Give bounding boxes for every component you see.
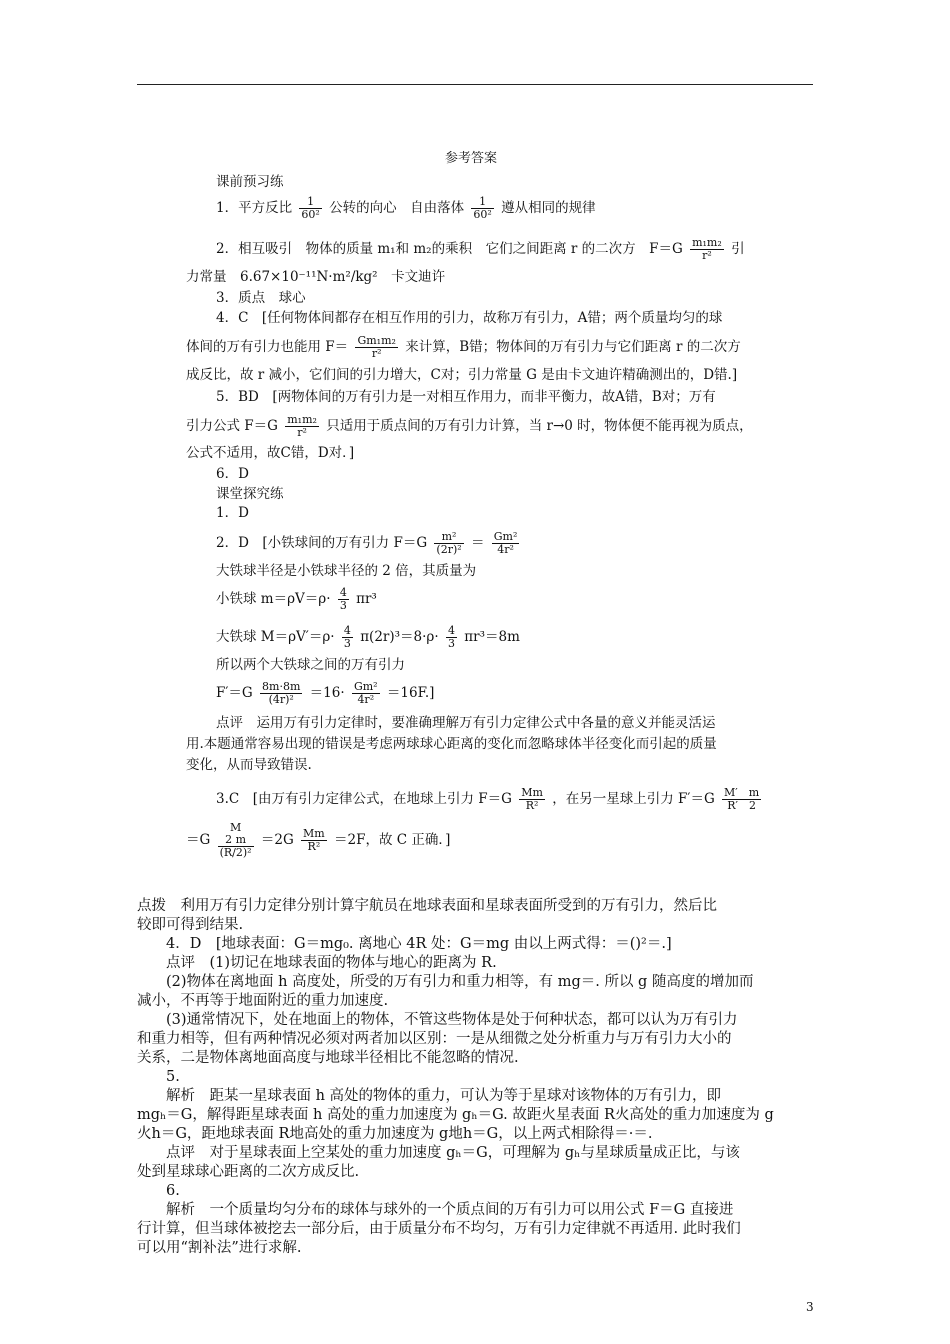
fraction: $\frac{1}{\text{60²}}$ — [301, 195, 320, 221]
answer-line-19 — [216, 681, 434, 706]
header-rule — [137, 84, 813, 85]
answer-line-33: 关系，二是物体离地面高度与地球半径相比不能忽略的情况. — [137, 1050, 519, 1066]
answer-text: 大铁球 M＝ρV′＝ρ· — [216, 629, 335, 645]
answer-line-1 — [216, 196, 596, 221]
answer-text: ＝16F.] — [386, 685, 435, 701]
answer-line-6 — [186, 335, 741, 360]
answer-line-21: 用.本题通常容易出现的错误是考虑两球球心距离的变化而忽略球体半径变化而引起的质量 — [186, 736, 717, 752]
fraction: $\frac{\text{Gm₁m₂}}{\text{r²}}$ — [357, 334, 396, 360]
answer-line-5: 4．C [任何物体间都存在相互作用的引力，故称万有引力，A错；两个质量均匀的球 — [216, 310, 723, 326]
answer-line-41: 解析 一个质量均匀分布的球体与球外的一个质点间的万有引力可以用公式 F＝G 直接进 — [166, 1202, 734, 1218]
answer-text: ，在另一星球上引力 F′＝G — [552, 791, 715, 807]
answer-line-13: 1．D — [216, 505, 249, 521]
answer-text: ＝G — [186, 832, 211, 848]
answer-text: πr³ — [356, 591, 377, 607]
answer-text: 2．相互吸引 物体的质量 m₁和 m₂的乘积 它们之间距离 r 的二次方 F＝G — [216, 241, 683, 257]
answer-text: 1．平方反比 — [216, 200, 293, 216]
fraction: M 2 m (R/2)² — [219, 821, 252, 859]
answer-line-11: 6．D — [216, 466, 249, 482]
page-number: 3 — [806, 1300, 814, 1314]
answer-line-7: 成反比，故 r 减小，它们间的引力增大，C对；引力常量 G 是由卡文迪许精确测出的，D错.] — [186, 367, 738, 383]
fraction: $\frac{M' m}{R' 2}$ — [724, 786, 760, 812]
answer-line-35: 解析 距某一星球表面 h 高处的物体的重力，可认为等于星球对该物体的万有引力，即 — [166, 1088, 722, 1104]
answer-line-10: 公式不适用，故C错，D对．] — [186, 445, 355, 461]
answer-line-23 — [216, 787, 764, 812]
answer-text: 公转的向心 自由落体 — [329, 200, 465, 216]
answer-text: 3.C [由万有引力定律公式，在地球上引力 F＝G — [216, 791, 512, 807]
answer-text: 引力公式 F＝G — [186, 418, 278, 434]
answer-text: π(2r)³＝8·ρ· — [360, 629, 439, 645]
answer-text: ＝16· — [309, 685, 345, 701]
page-title: 参考答案 — [445, 151, 498, 166]
fraction: $\frac{\text{m₁m₂}}{\text{r²}}$ — [692, 236, 722, 262]
answer-text: ＝2F，故 C 正确．] — [334, 832, 451, 848]
answer-line-24 — [186, 822, 450, 859]
answer-line-20: 点评 运用万有引力定律时，要准确理解万有引力定律公式中各量的意义并能灵活运 — [216, 715, 716, 731]
answer-line-2 — [216, 237, 745, 262]
answer-text: 只适用于质点间的万有引力计算，当 r→0 时，物体便不能再视为质点， — [326, 418, 753, 434]
answer-line-9 — [186, 414, 753, 439]
answer-text: 体间的万有引力也能用 F＝ — [186, 339, 349, 355]
answer-line-16 — [216, 587, 377, 612]
answer-line-8: 5．BD [两物体间的万有引力是一对相互作用力，而非平衡力，故A错，B对；万有 — [216, 389, 716, 405]
answer-line-18: 所以两个大铁球之间的万有引力 — [216, 657, 405, 673]
answer-line-42: 行计算，但当球体被挖去一部分后，由于质量分布不均匀，万有引力定律就不再适用. 此时我们 — [137, 1221, 741, 1237]
answer-line-31: (3)通常情况下，处在地面上的物体，不管这些物体是处于何种状态，都可以认为万有引力 — [166, 1012, 738, 1028]
answer-line-30: 减小，不再等于地面附近的重力加速度. — [137, 993, 389, 1009]
section-heading-in-class: 课堂探究练 — [216, 486, 284, 502]
answer-line-39: 处到星球球心距离的二次方成反比. — [137, 1164, 360, 1180]
answer-line-37: 火h＝G，距地球表面 R地高处的重力加速度为 g地h＝G，以上两式相除得＝·＝. — [137, 1126, 653, 1142]
fraction: $\frac{\text{m₁m₂}}{\text{r²}}$ — [287, 413, 317, 439]
answer-line-36: mgₕ＝G，解得距星球表面 h 高处的重力加速度为 gₕ＝G. 故距火星表面 R火高处的重力加速度为 g — [137, 1107, 774, 1123]
answer-line-40: 6. — [166, 1183, 180, 1199]
answer-line-4: 3．质点 球心 — [216, 290, 306, 306]
answer-line-29: (2)物体在离地面 h 高度处，所受的万有引力和重力相等，有 mg＝. 所以 g 随高度的增加而 — [166, 974, 754, 990]
fraction: $\frac{\text{m²}}{\text{(2r)²}}$ — [436, 530, 462, 556]
fraction: $\frac{\text{Gm²}}{\text{4r²}}$ — [493, 530, 518, 556]
fraction: $\frac{8m\cdot 8m}{\text{(4r)²}}$ — [262, 680, 301, 706]
answer-text: 遵从相同的规律 — [501, 200, 596, 216]
answer-line-3: 力常量 6.67×10⁻¹¹N·m²/kg² 卡文迪许 — [186, 269, 446, 285]
fraction: $\frac{Mm}{\text{R²}}$ — [521, 786, 543, 812]
fraction: $\frac{1}{\text{60²}}$ — [473, 195, 492, 221]
answer-line-28: 点评 (1)切记在地球表面的物体与地心的距离为 R. — [166, 955, 497, 971]
answer-text: πr³＝8m — [464, 629, 520, 645]
answer-line-38: 点评 对于星球表面上空某处的重力加速度 gₕ＝G，可理解为 gₕ与星球质量成正比，与该 — [166, 1145, 740, 1161]
answer-line-22: 变化，从而导致错误. — [186, 757, 312, 773]
answer-text: F′＝G — [216, 685, 253, 701]
answer-line-27: 4．D [地球表面：G＝mg₀. 离地心 4R 处：G＝mg 由以上两式得：＝()²＝.] — [166, 936, 672, 952]
answer-text: 小铁球 m＝ρV＝ρ· — [216, 591, 331, 607]
answer-line-17 — [216, 625, 520, 650]
fraction: $\frac{4}{3}$ — [339, 586, 347, 612]
fraction: $\frac{4}{3}$ — [447, 624, 455, 650]
answer-line-32: 和重力相等，但有两种情况必须对两者加以区别：一是从细微之处分析重力与万有引力大小的 — [137, 1031, 732, 1047]
answer-text: 引 — [731, 241, 745, 257]
answer-text: 2．D [小铁球间的万有引力 F＝G — [216, 535, 428, 551]
answer-text: ＝2G — [260, 832, 294, 848]
answer-line-14 — [216, 531, 522, 556]
answer-line-26: 较即可得到结果. — [137, 917, 244, 933]
section-heading-pre-class: 课前预习练 — [216, 174, 284, 190]
fraction: $\frac{\text{Gm²}}{\text{4r²}}$ — [353, 680, 378, 706]
answer-text: ＝ — [470, 535, 485, 551]
fraction: $\frac{4}{3}$ — [343, 624, 351, 650]
fraction: $\frac{Mm}{\text{R²}}$ — [303, 827, 325, 853]
answer-line-34: 5. — [166, 1069, 180, 1085]
answer-text: 来计算，B错；物体间的万有引力与它们距离 r 的二次方 — [405, 339, 741, 355]
answer-line-15: 大铁球半径是小铁球半径的 2 倍，其质量为 — [216, 563, 477, 579]
answer-line-43: 可以用“割补法”进行求解. — [137, 1240, 302, 1256]
answer-line-25: 点拨 利用万有引力定律分别计算宇航员在地球表面和星球表面所受到的万有引力，然后比 — [137, 898, 717, 914]
